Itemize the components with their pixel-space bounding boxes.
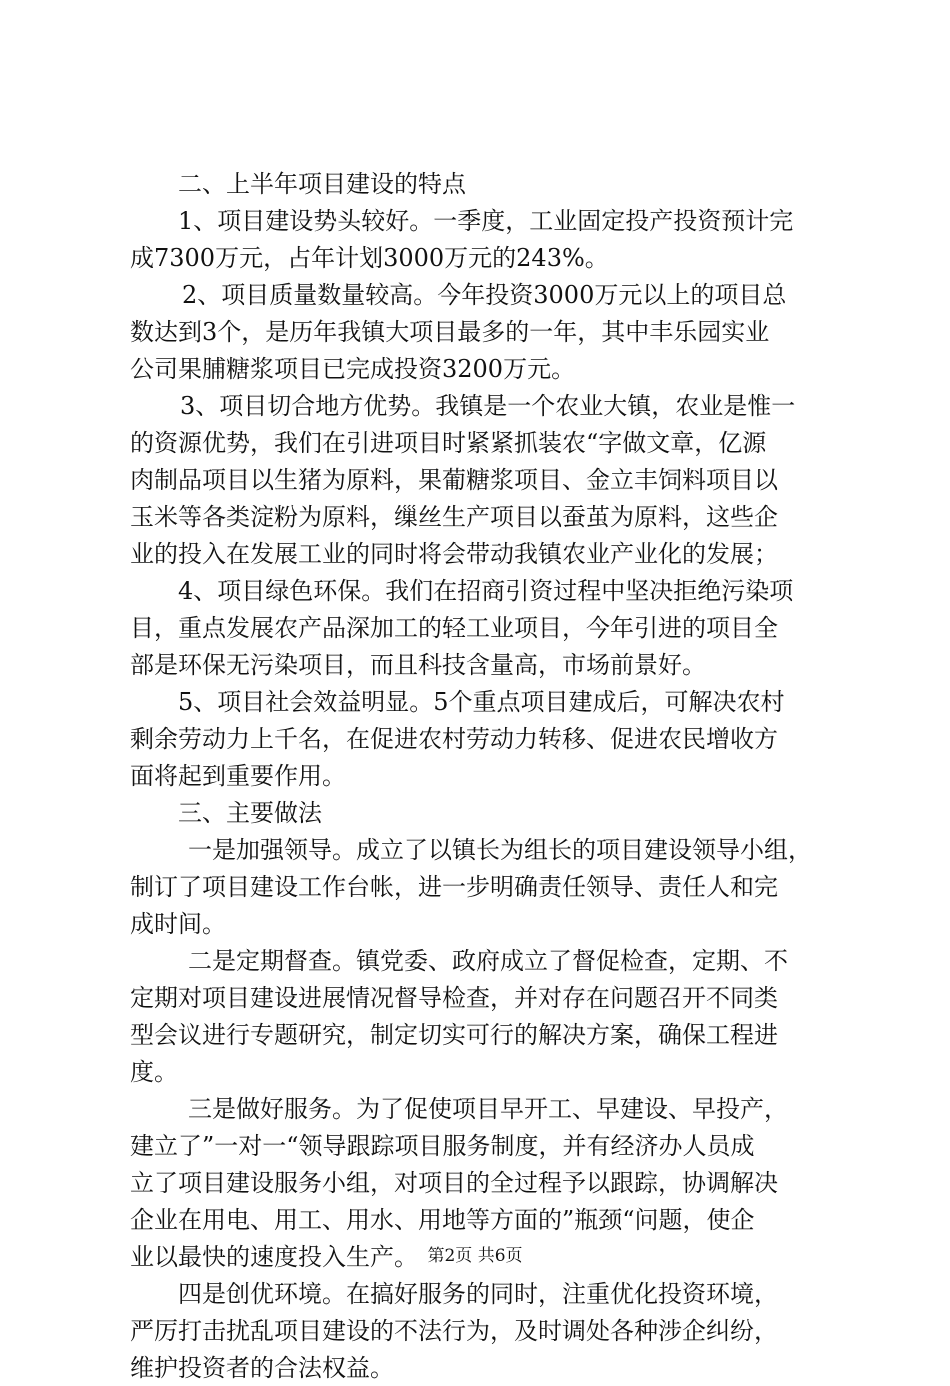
paragraph-line: 立了项目建设服务小组，对项目的全过程予以跟踪，协调解决 — [130, 1169, 778, 1197]
paragraph-line: 制订了项目建设工作台帐，进一步明确责任领导、责任人和完 — [130, 873, 778, 901]
paragraph-line: 严厉打击扰乱项目建设的不法行为，及时调处各种涉企纠纷， — [130, 1317, 778, 1345]
section-heading-2: 二、上半年项目建设的特点 — [178, 170, 466, 198]
paragraph-line: 肉制品项目以生猪为原料，果葡糖浆项目、金立丰饲料项目以 — [130, 466, 778, 494]
paragraph-line: 四是创优环境。在搞好服务的同时，注重优化投资环境， — [178, 1280, 778, 1308]
paragraph-line: 企业在用电、用工、用水、用地等方面的”瓶颈“问题，使企 — [130, 1206, 755, 1234]
paragraph-line: 目，重点发展农产品深加工的轻工业项目，今年引进的项目全 — [130, 614, 778, 642]
paragraph-line: 4、项目绿色环保。我们在招商引资过程中坚决拒绝污染项 — [178, 577, 794, 605]
paragraph-line: 剩余劳动力上千名，在促进农村劳动力转移、促进农民增收方 — [130, 725, 778, 753]
paragraph-line: 部是环保无污染项目，而且科技含量高，市场前景好。 — [130, 651, 706, 679]
paragraph-line: 1、项目建设势头较好。一季度，工业固定投产投资预计完 — [178, 207, 794, 235]
paragraph-line: 数达到3个，是历年我镇大项目最多的一年，其中丰乐园实业 — [130, 318, 770, 346]
page-number-footer: 第2页 共6页 — [427, 1246, 523, 1266]
paragraph-line: 三是做好服务。为了促使项目早开工、早建设、早投产， — [188, 1095, 788, 1123]
paragraph-line: 度。 — [130, 1058, 178, 1086]
paragraph-line: 5、项目社会效益明显。5个重点项目建成后，可解决农村 — [178, 688, 785, 716]
paragraph-line: 一是加强领导。成立了以镇长为组长的项目建设领导小组， — [188, 836, 812, 864]
paragraph-line: 成时间。 — [130, 910, 226, 938]
paragraph-line: 定期对项目建设进展情况督导检查，并对存在问题召开不同类 — [130, 984, 778, 1012]
paragraph-line: 维护投资者的合法权益。 — [130, 1354, 394, 1382]
paragraph-line: 成7300万元，占年计划3000万元的243%。 — [130, 244, 609, 272]
paragraph-line: 公司果脯糖浆项目已完成投资3200万元。 — [130, 355, 576, 383]
paragraph-line: 型会议进行专题研究，制定切实可行的解决方案，确保工程进 — [130, 1021, 778, 1049]
paragraph-line: 玉米等各类淀粉为原料，缫丝生产项目以蚕茧为原料，这些企 — [130, 503, 778, 531]
paragraph-line: 面将起到重要作用。 — [130, 762, 346, 790]
section-heading-3: 三、主要做法 — [178, 799, 322, 827]
paragraph-line: 业的投入在发展工业的同时将会带动我镇农业产业化的发展； — [130, 540, 778, 568]
paragraph-line: 3、项目切合地方优势。我镇是一个农业大镇，农业是惟一 — [180, 392, 796, 420]
paragraph-line: 的资源优势，我们在引进项目时紧紧抓装农“字做文章，亿源 — [130, 429, 767, 457]
paragraph-line: 建立了”一对一“领导跟踪项目服务制度，并有经济办人员成 — [130, 1132, 755, 1160]
paragraph-line: 2、项目质量数量较高。今年投资3000万元以上的项目总 — [182, 281, 787, 309]
paragraph-line: 二是定期督查。镇党委、政府成立了督促检查，定期、不 — [188, 947, 788, 975]
paragraph-line: 业以最快的速度投入生产。 — [130, 1243, 418, 1271]
